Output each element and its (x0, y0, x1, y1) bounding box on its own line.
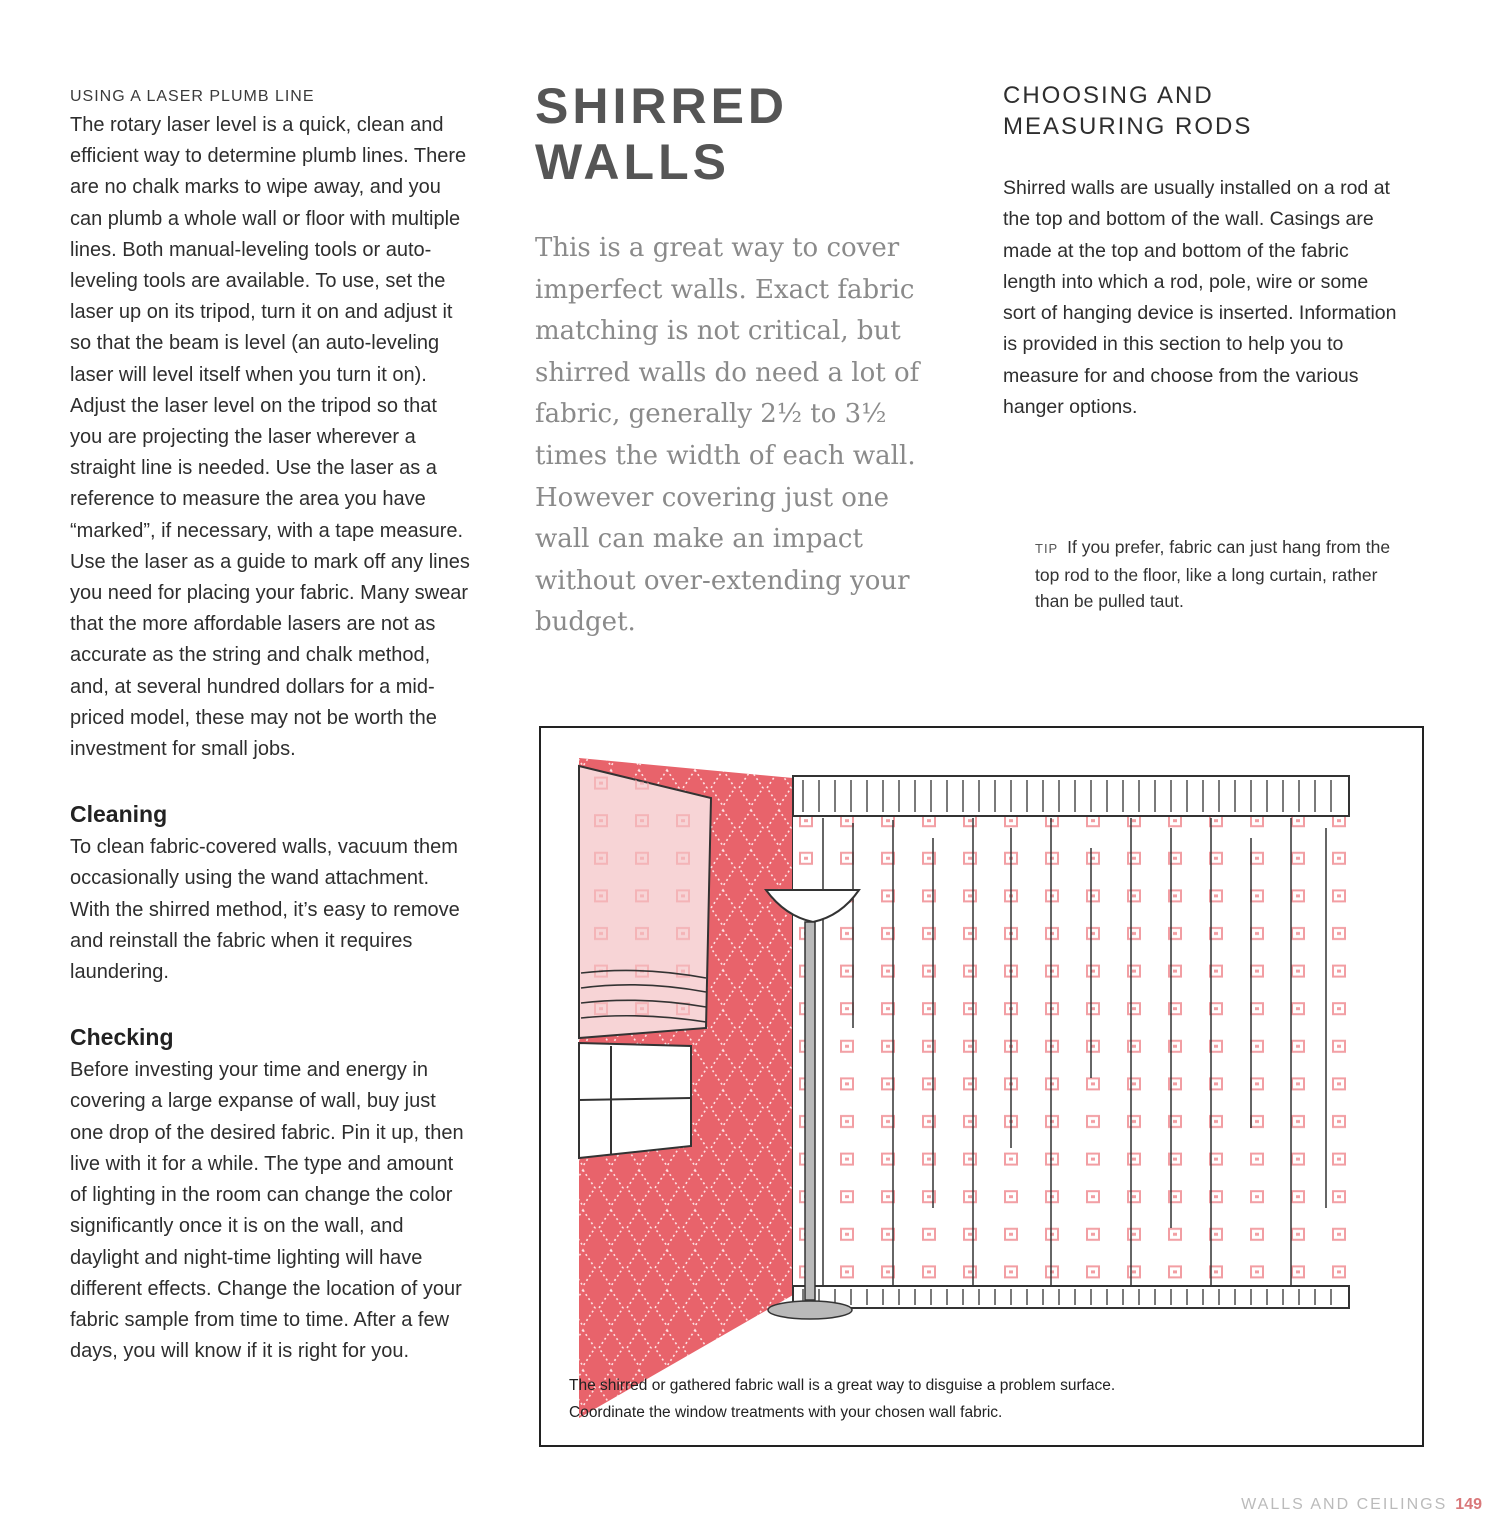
shirred-wall-illustration (541, 728, 1422, 1445)
checking-section (70, 1024, 470, 1367)
footer-section: WALLS AND CEILINGS (1241, 1496, 1448, 1513)
lamp-base (768, 1301, 852, 1319)
rods-heading (1003, 80, 1403, 142)
title-line-2: WALLS (535, 134, 730, 190)
illustration-figure (539, 726, 1424, 1447)
rods-paragraph: Shirred walls are usually installed on a rod at the top and bottom of the wall. Casings are made at the top and bottom of the fabric length into which a rod, pole, wire or some sort of hanging device is inserted. Information is provided in this section to help you to measure for and choose from the various hanger options. (1003, 177, 1397, 419)
lamp-pole (805, 922, 815, 1300)
roman-shade-pattern (579, 766, 711, 1038)
rods-heading-line-1: CHOOSING AND (1003, 82, 1214, 109)
shirred-fabric-pattern (799, 806, 1347, 1292)
laser-paragraph: The rotary laser level is a quick, clean and efficient way to determine plumb lines. There are no chalk marks to wipe away, and you can plumb a whole wall or floor with multiple lines. Both manual-leveling tools or auto-leveling tools are available. To use, set the laser up on its tripod, turn it on and adjust it so that the beam is level (an auto-leveling laser will level itself when you turn it on). Adjust the laser level on the tripod so that you are projecting the laser wherever a straight line is needed. Use the laser as a reference to measure the area you have “marked”, if necessary, with a tape measure. Use the laser as a guide to mark off any lines you need for placing your fabric. Many swear that the more affordable lasers are not as accurate as the string and chalk method, and, at several hundred dollars for a mid-priced model, these may not be worth the investment for small jobs. (70, 114, 470, 761)
checking-paragraph: Before investing your time and energy in covering a large expanse of wall, buy just one drop of the desired fabric. Pin it up, then live with it for a while. The type and amount of lighting in the room can change the color significantly once it is on the wall, and daylight and night-time lighting will have different effects. Change the location of your fabric sample from time to time. After a few days, you will know if it is right for you. (70, 1059, 464, 1363)
page-number: 149 (1455, 1496, 1482, 1513)
rods-heading-line-2: MEASURING RODS (1003, 113, 1253, 140)
cleaning-heading: Cleaning (70, 801, 168, 828)
laser-kicker: USING A LASER PLUMB LINE (70, 88, 315, 105)
cleaning-section (70, 801, 470, 988)
tip-box (1035, 534, 1395, 614)
page-footer (1241, 1496, 1482, 1514)
checking-heading: Checking (70, 1024, 174, 1051)
tip-text: If you prefer, fabric can just hang from the top rod to the floor, like a long curtain, rather than be pulled taut. (1035, 537, 1391, 611)
figure-caption: The shirred or gathered fabric wall is a great way to disguise a problem surface. Coordinate the window treatments with your chosen wall fabric. (569, 1377, 1116, 1421)
cleaning-paragraph: To clean fabric-covered walls, vacuum them occasionally using the wand attachment. With the shirred method, it’s easy to remove and reinstall the fabric when it requires laundering. (70, 836, 460, 984)
left-column (70, 88, 470, 1367)
page-title (535, 78, 895, 190)
intro-paragraph: This is a great way to cover imperfect walls. Exact fabric matching is not critical, but shirred walls do need a lot of fabric, generally 2½ to 3½ times the width of each wall. However covering just one wall can make an impact without over-extending your budget. (535, 233, 920, 638)
title-line-1: SHIRRED (535, 78, 789, 134)
top-rod-casing (793, 776, 1349, 816)
tip-label: TIP (1035, 541, 1059, 556)
bottom-rod-casing (793, 1286, 1349, 1308)
